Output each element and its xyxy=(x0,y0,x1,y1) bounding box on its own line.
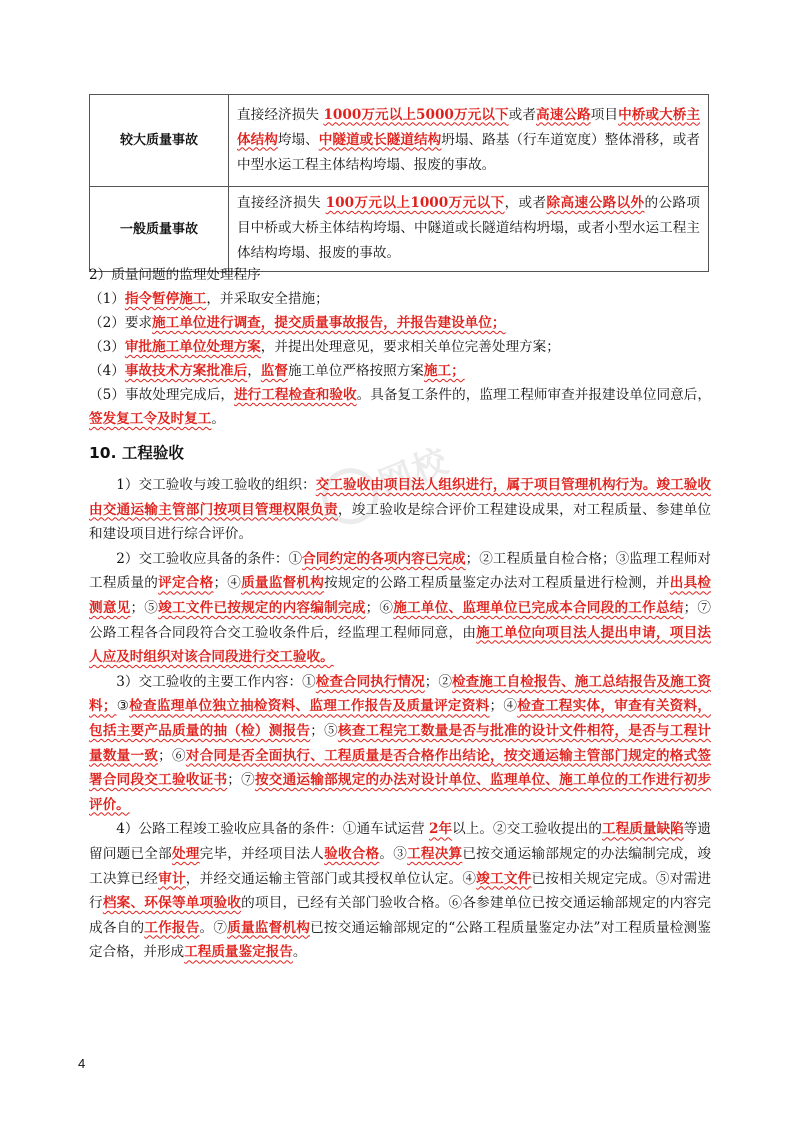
highlight-text: 工作报告 xyxy=(144,919,200,936)
text-run: 直接经济损失 xyxy=(237,195,326,211)
highlight-text: 检查合同执行情况 xyxy=(315,673,425,690)
text-run: （4） xyxy=(89,363,125,379)
highlight-text: 检查工程实体，审查有关资料，包括主要产品质量的抽（检）测报告 xyxy=(89,698,711,739)
highlight-text: 审计 xyxy=(158,870,186,887)
text-run: 垮塌、 xyxy=(277,131,319,148)
highlight-text: 工程质量缺陷 xyxy=(602,821,684,838)
grade-description xyxy=(229,95,709,187)
watermark-logo: 网校 xyxy=(303,409,496,541)
text-run: ；⑦ xyxy=(227,772,255,789)
highlight-text: 质量监督机构 xyxy=(227,919,311,936)
text-run: ，并提出处理意见，要求相关单位完善处理方案； xyxy=(260,339,560,355)
highlight-text: 核查工程完工数量是否与批准的设计文件相符，是否与工程计量数量一致 xyxy=(89,722,712,764)
text-run: ；⑥ xyxy=(158,747,186,764)
acceptance-paragraph xyxy=(89,547,711,670)
text-run: 以上。②交工验收提出的 xyxy=(452,821,603,838)
text-run: 。具备复工条件的，监理工程师审查并报建设单位同意后， xyxy=(356,387,711,403)
highlight-text: 对合同是否全面执行、工程质量是否合格作出结论，按交通运输主管部门规定的格式签署合同段交工验收证书 xyxy=(89,747,712,789)
accident-grade-table xyxy=(89,94,709,272)
text-run: 坍塌、路基（行车道宽度）整体滑移，或者中型水运工程主体结构垮塌、报废的事故。 xyxy=(237,131,701,173)
text-run: （1） xyxy=(89,291,125,307)
text-run: ；⑤ xyxy=(310,722,338,739)
highlight-text: 交工验收由项目法人组织进行，属于项目管理机构行为。竣工验收由交通运输主管部门按项目管理权限负责 xyxy=(89,477,711,518)
acceptance-section xyxy=(89,473,711,965)
table-row xyxy=(90,95,709,187)
text-run: 项目 xyxy=(590,106,619,123)
highlight-text: 中隧道或长隧道结构 xyxy=(318,131,442,148)
highlight-text: 竣工文件 xyxy=(476,870,532,887)
highlight-text: 出具检测意见 xyxy=(89,575,712,616)
procedure-step xyxy=(89,311,711,335)
highlight-text: 中桥或大桥主体结构 xyxy=(237,106,701,148)
procedure-step xyxy=(89,383,711,431)
acceptance-paragraph xyxy=(89,817,711,965)
page-number: 4 xyxy=(78,1056,86,1071)
highlight-text: 1000万元以上5000万元以下 xyxy=(323,106,509,123)
text-run: 或者 xyxy=(508,106,537,123)
text-run: ；⑦公路工程各合同段符合交工验收条件后，经监理工程师同意，由 xyxy=(89,599,712,641)
acceptance-paragraph xyxy=(89,473,711,547)
grade-description xyxy=(229,187,709,272)
highlight-text: 施工； xyxy=(423,363,465,379)
text-run: ；④ xyxy=(213,575,242,592)
highlight-text: 处理 xyxy=(171,845,200,862)
text-run: 已按交通运输部规定的“公路工程质量鉴定办法”对工程质量检测鉴定合格，并形成 xyxy=(89,919,712,961)
text-run: ，并采取安全措施； xyxy=(206,291,329,307)
highlight-text: 事故技术方案批准后 xyxy=(124,363,248,379)
highlight-text: 审批施工单位处理方案 xyxy=(124,339,261,355)
text-run: 。 xyxy=(211,411,225,427)
highlight-text: 2年 xyxy=(429,821,453,838)
table-row xyxy=(90,187,709,272)
text-run: 的公路项目中桥或大桥主体结构垮塌、中隧道或长隧道结构坍塌，或者小型水运工程主体结构垮塌、报废的事故。 xyxy=(237,195,701,261)
highlight-text: 工程质量鉴定报告 xyxy=(184,944,293,961)
highlight-text: 检查施工自检报告、施工总结报告及施工资料； xyxy=(89,673,712,715)
highlight-text: 施工单位进行调查，提交质量事故报告，并报告建设单位； xyxy=(152,315,506,331)
text-run: ，或者 xyxy=(504,195,547,211)
text-run: ；④ xyxy=(489,698,518,715)
text-run: （2）要求 xyxy=(89,315,153,331)
highlight-text: 检查监理单位独立抽检资料、监理工作报告及质量评定资料 xyxy=(129,698,490,715)
text-run: 4）公路工程竣工验收应具备的条件：①通车试运营 xyxy=(116,821,430,838)
highlight-text: 施工单位向项目法人提出申请，项目法人应及时组织对该合同段进行交工验收。 xyxy=(89,624,712,666)
text-run: ③ xyxy=(116,698,130,715)
text-run: 施工单位严格按照方案 xyxy=(287,363,424,379)
text-run: 按规定的公路工程质量鉴定办法对工程质量进行检测，并 xyxy=(324,575,670,592)
highlight-text: 指令暂停施工 xyxy=(124,291,207,307)
text-run: （5）事故处理完成后， xyxy=(89,387,234,403)
highlight-text: 进行工程检查和验收 xyxy=(233,387,357,403)
highlight-text: 评定合格 xyxy=(158,575,214,592)
text-run: ；②工程质量自检合格；③监理工程师对工程质量的 xyxy=(89,550,712,592)
procedure-step xyxy=(89,335,711,359)
highlight-text: 按交通运输部规定的办法对设计单位、监理单位、施工单位的工作进行初步评价。 xyxy=(89,772,712,813)
highlight-text: 监督 xyxy=(260,363,288,379)
text-run: 的项目，已经有关部门验收合格。⑥各参建单位已按交通运输部规定的内容完成各自的 xyxy=(89,895,712,936)
text-run: 2）交工验收应具备的条件：① xyxy=(116,550,303,567)
acceptance-paragraph xyxy=(89,670,711,818)
text-run: （3） xyxy=(89,339,125,355)
text-run: 3）交工验收的主要工作内容：① xyxy=(116,673,316,690)
text-run: ， xyxy=(247,363,261,379)
section-heading: 10. 工程验收 xyxy=(89,444,184,462)
procedure-section xyxy=(89,263,711,431)
text-run: ；② xyxy=(424,673,453,690)
procedure-step xyxy=(89,359,711,383)
text-run: 。③ xyxy=(379,845,408,862)
text-run: ，并经交通运输主管部门或其授权单位认定。④ xyxy=(185,870,477,887)
highlight-text: 档案、环保等单项验收 xyxy=(102,895,242,912)
text-run: ，竣工验收是综合评价工程建设成果，对工程质量、参建单位和建设项目进行综合评价。 xyxy=(89,501,712,543)
grade-label: 一般质量事故 xyxy=(90,187,229,272)
text-run: 等遗留问题已全部 xyxy=(89,821,712,862)
text-run: 1）交工验收与竣工验收的组织： xyxy=(116,477,316,493)
text-run: 已按相关规定完成。⑤对需进行 xyxy=(89,870,712,912)
procedure-step xyxy=(89,287,711,311)
highlight-text: 签发复工令及时复工 xyxy=(89,411,212,427)
highlight-text: 质量监督机构 xyxy=(241,575,325,592)
highlight-text: 合同约定的各项内容已完成 xyxy=(302,550,466,567)
highlight-text: 竣工文件已按规定的内容编制完成 xyxy=(158,599,366,616)
text-run: 已按交通运输部规定的办法编制完成，竣工决算已经 xyxy=(89,845,712,887)
procedure-title: 2）质量问题的监理处理程序 xyxy=(89,267,261,283)
text-run: 完毕，并经项目法人 xyxy=(199,845,325,862)
grade-label: 较大质量事故 xyxy=(90,95,229,187)
highlight-text: 工程决算 xyxy=(407,845,463,862)
highlight-text: 除高速公路以外 xyxy=(546,195,645,211)
highlight-text: 验收合格 xyxy=(324,845,380,862)
text-run: 。 xyxy=(292,944,307,961)
text-run: 。⑦ xyxy=(199,919,228,936)
highlight-text: 100万元以上1000万元以下 xyxy=(325,195,505,211)
text-run: ；⑤ xyxy=(130,599,159,616)
text-run: ；⑥ xyxy=(365,599,394,616)
text-run: 直接经济损失 xyxy=(237,106,324,123)
highlight-text: 施工单位、监理单位已完成本合同段的工作总结 xyxy=(393,599,684,616)
highlight-text: 高速公路 xyxy=(536,106,591,123)
